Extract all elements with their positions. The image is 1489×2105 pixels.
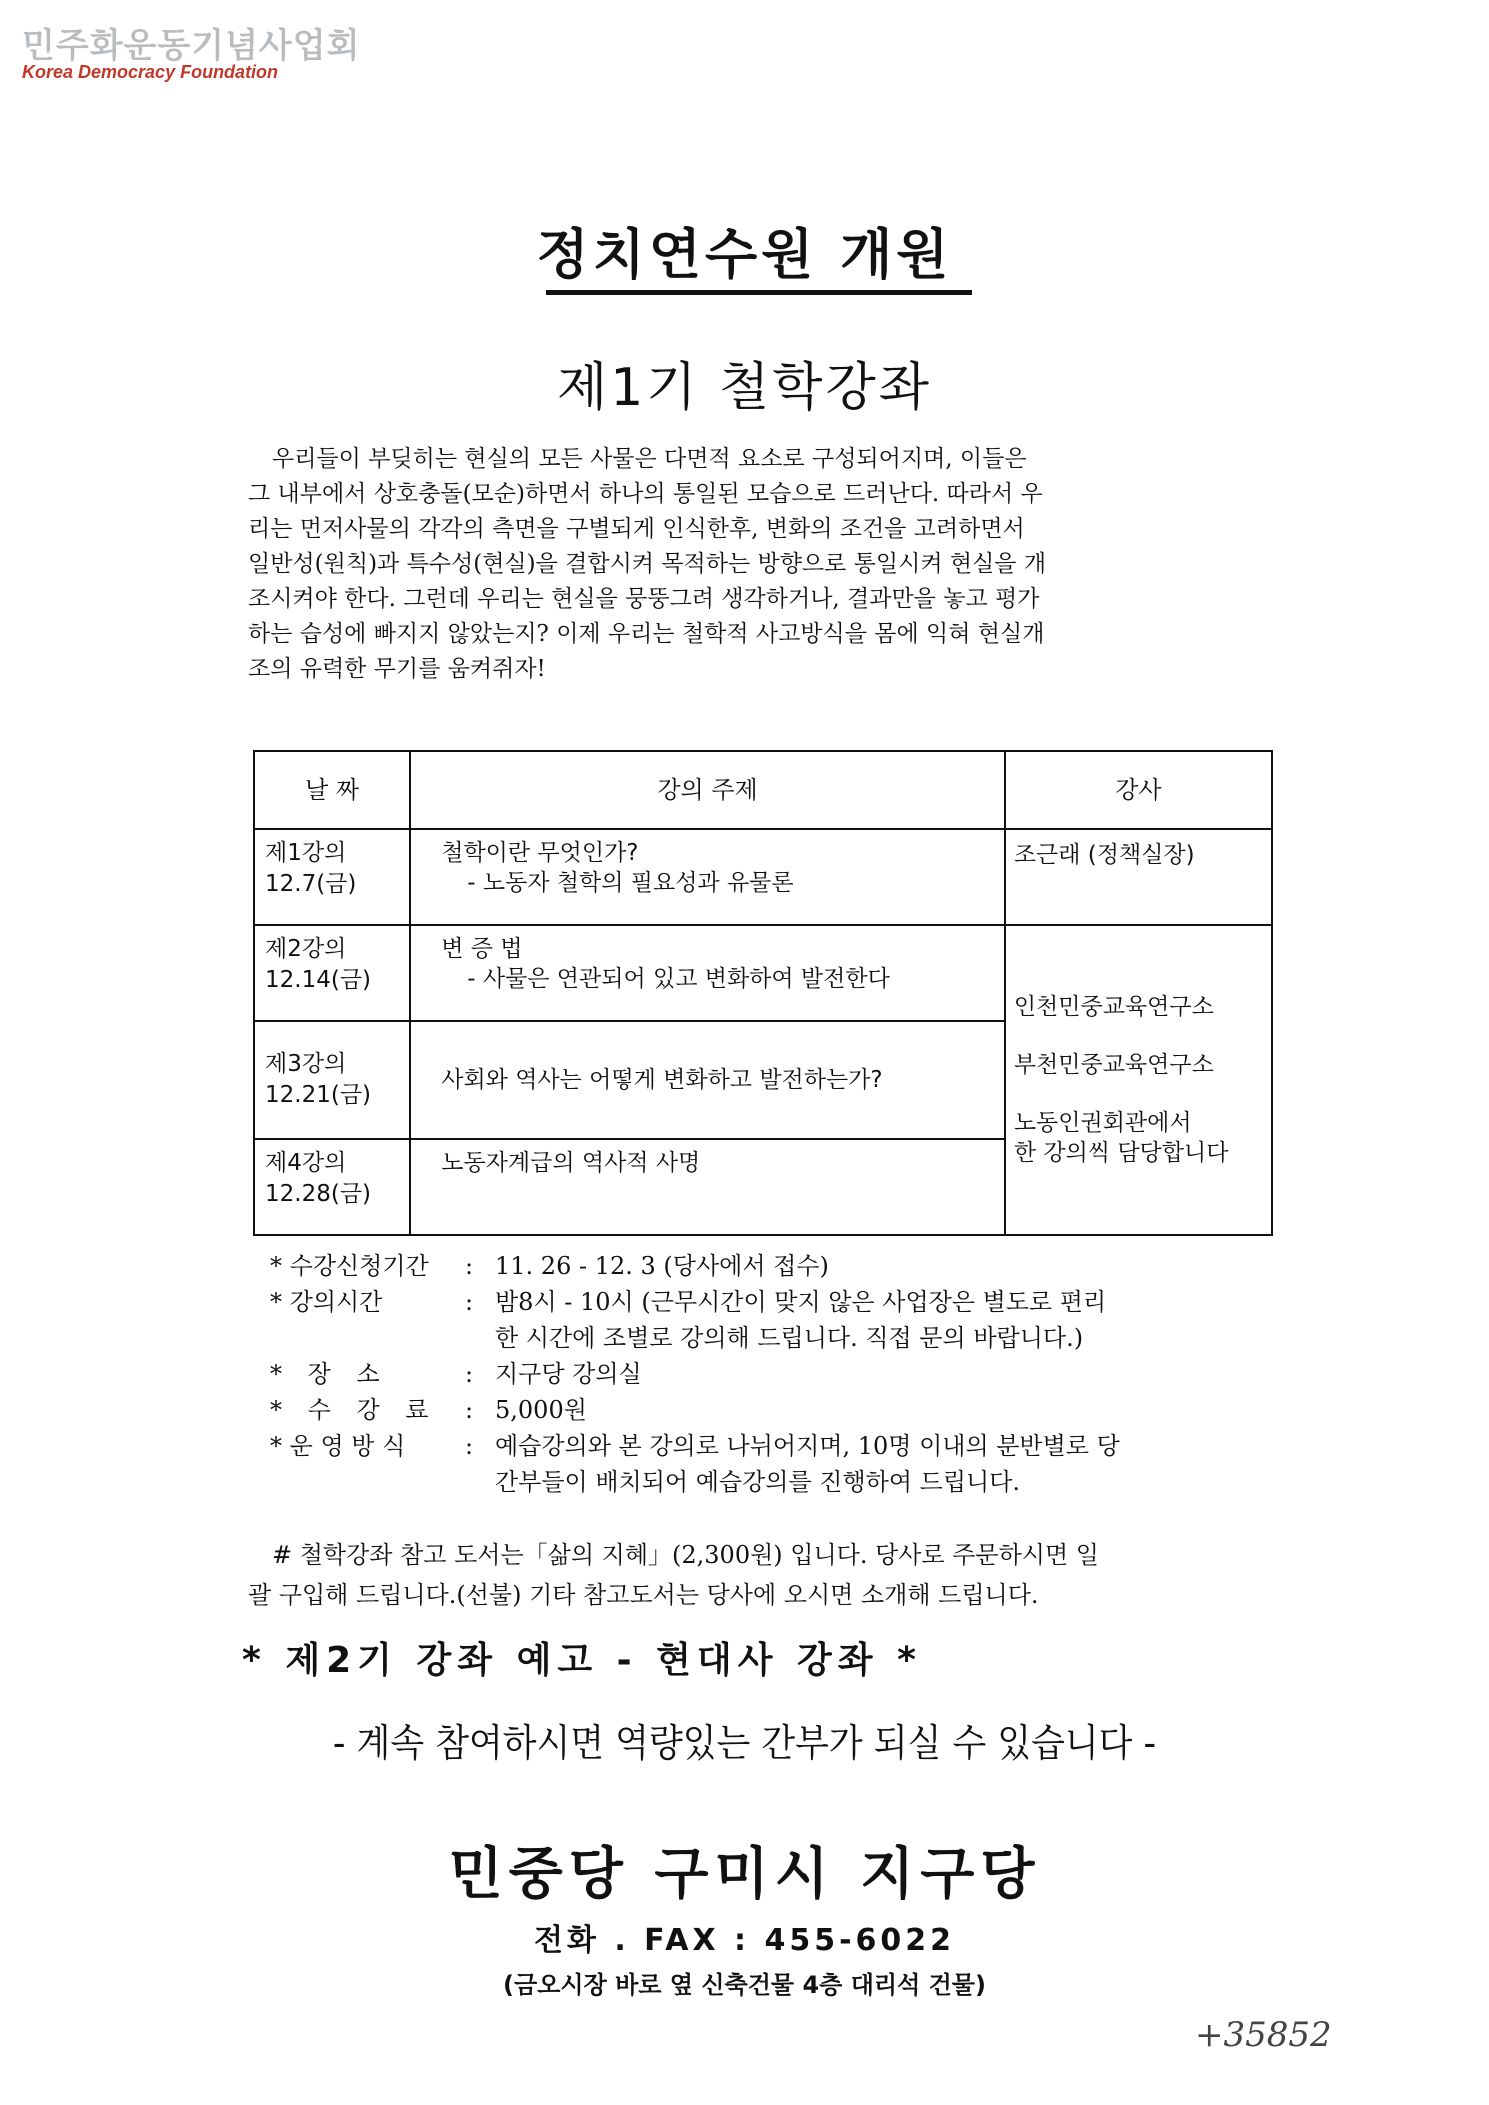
- lecture-topic: 사회와 역사는 어떻게 변화하고 발전하는가?: [441, 1067, 883, 1093]
- info-label: * 운 영 방 식: [270, 1432, 406, 1460]
- table-row: [254, 829, 1272, 925]
- watermark-logo-korean: 민주화운동기념사업회: [22, 26, 361, 66]
- reference-book-note: [248, 1535, 1223, 1615]
- organizer-name: 민중당 구미시 지구당: [448, 1842, 1041, 1907]
- lecture-number: 제1강의: [265, 840, 347, 866]
- schedule-header-row: [254, 751, 1272, 829]
- lecture-subtopic: - 노동자 철학의 필요성과 유물론: [467, 870, 794, 896]
- note-line: 괄 구입해 드립니다.(선불) 기타 참고도서는 당사에 오시면 소개해 드립니다.: [248, 1581, 1039, 1609]
- shared-lecturers-cell: [1005, 925, 1272, 1235]
- lecture-number: 제2강의: [265, 936, 347, 962]
- header-topic: 강의 주제: [410, 751, 1005, 829]
- info-label: * 수강신청기간: [270, 1252, 429, 1280]
- lecture-topic-cell: [410, 1021, 1005, 1139]
- lecture-topic-cell: [410, 829, 1005, 925]
- watermark-logo-english: Korea Democracy Foundation: [22, 62, 279, 82]
- lecture-topic: 철학이란 무엇인가?: [441, 840, 639, 866]
- lecturer-cell: [1005, 829, 1272, 925]
- info-place: * 장 소 : 지구당 강의실: [270, 1356, 1120, 1392]
- page-title: 정치연수원 개원: [536, 223, 953, 286]
- lecture-date-cell: [254, 1021, 410, 1139]
- info-value: 5,000원: [495, 1396, 587, 1424]
- intro-line: 일반성(원칙)과 특수성(현실)을 결합시켜 목적하는 방향으로 통일시켜 현실을 개: [248, 551, 1047, 577]
- lecture-number: 제4강의: [265, 1150, 347, 1176]
- title-underline: [546, 290, 972, 295]
- info-value-continued: 한 시간에 조별로 강의해 드립니다. 직접 문의 바랍니다.): [495, 1324, 1084, 1352]
- course-info: [270, 1248, 1120, 1500]
- intro-line: 조시켜야 한다. 그런데 우리는 현실을 뭉뚱그려 생각하거나, 결과만을 놓고 평가: [248, 586, 1040, 612]
- intro-paragraph: [248, 442, 1223, 687]
- lecture-number: 제3강의: [265, 1051, 347, 1077]
- info-time: * 강의시간 : 밤8시 - 10시 (근무시간이 맞지 않은 사업장은 별도로 편리: [270, 1284, 1120, 1320]
- intro-line: 그 내부에서 상호충돌(모순)하면서 하나의 통일된 모습으로 드러난다. 따라서 우: [248, 481, 1043, 507]
- header-date: 날 짜: [254, 751, 410, 829]
- info-value: 밤8시 - 10시 (근무시간이 맞지 않은 사업장은 별도로 편리: [495, 1288, 1107, 1316]
- lecture-date: 12.28(금): [265, 1181, 372, 1207]
- lecture-date: 12.21(금): [265, 1082, 372, 1108]
- page-subtitle: 제1기 철학강좌: [556, 358, 932, 418]
- info-label: * 강의시간: [270, 1288, 383, 1316]
- info-value: 지구당 강의실: [495, 1360, 642, 1388]
- intro-line: 리는 먼저사물의 각각의 측면을 구별되게 인식한후, 변화의 조건을 고려하면서: [248, 516, 1025, 542]
- schedule-table: [253, 750, 1273, 1236]
- note-line: # 철학강좌 참고 도서는「삶의 지혜」(2,300원) 입니다. 당사로 주문하시면 일: [272, 1541, 1099, 1569]
- archive-number: +35852: [1195, 2015, 1332, 2055]
- lecturer-org: 노동인권회관에서: [1013, 1110, 1192, 1136]
- intro-line: 하는 습성에 빠지지 않았는지? 이제 우리는 철학적 사고방식을 몸에 익혀 현실개: [248, 621, 1045, 647]
- lecture-topic-cell: [410, 925, 1005, 1021]
- lecturer-name: 조근래 (정책실장): [1013, 842, 1195, 868]
- info-value: 예습강의와 본 강의로 나뉘어지며, 10명 이내의 분반별로 당: [495, 1432, 1120, 1460]
- lecture-date-cell: [254, 925, 410, 1021]
- next-course-preview: * 제2기 강좌 예고 - 현대사 강좌 *: [242, 1640, 922, 1681]
- lecture-date: 12.7(금): [265, 871, 357, 897]
- info-method: * 운 영 방 식 : 예습강의와 본 강의로 나뉘어지며, 10명 이내의 분반별로 당: [270, 1428, 1120, 1464]
- lecture-topic-cell: [410, 1139, 1005, 1235]
- lecture-subtopic: - 사물은 연관되어 있고 변화하여 발전한다: [467, 966, 890, 992]
- info-value-continued: 간부들이 배치되어 예습강의를 진행하여 드립니다.: [495, 1468, 1021, 1496]
- intro-line: 우리들이 부딪히는 현실의 모든 사물은 다면적 요소로 구성되어지며, 이들은: [272, 446, 1027, 472]
- lecturer-org: 인천민중교육연구소: [1013, 994, 1214, 1020]
- lecture-date: 12.14(금): [265, 967, 372, 993]
- header-lecturer: 강사: [1005, 751, 1272, 829]
- info-fee: * 수 강 료 : 5,000원: [270, 1392, 1120, 1428]
- lecture-topic: 노동자계급의 역사적 사명: [441, 1150, 701, 1176]
- info-label: * 수 강 료: [270, 1396, 438, 1424]
- info-value: 11. 26 - 12. 3 (당사에서 접수): [495, 1252, 829, 1280]
- info-label: * 장 소: [270, 1360, 389, 1388]
- intro-line: 조의 유력한 무기를 움켜쥐자!: [248, 656, 546, 682]
- info-registration: * 수강신청기간 : 11. 26 - 12. 3 (당사에서 접수): [270, 1248, 1120, 1284]
- contact-phone-fax: 전화 . FAX : 455-6022: [533, 1923, 956, 1958]
- table-row: [254, 925, 1272, 1021]
- lecturer-note: 한 강의씩 담당합니다: [1013, 1140, 1229, 1166]
- lecture-topic: 변 증 법: [441, 936, 523, 962]
- slogan: - 계속 참여하시면 역량있는 간부가 되실 수 있습니다 -: [332, 1721, 1157, 1765]
- lecture-date-cell: [254, 829, 410, 925]
- organizer-address: (금오시장 바로 옆 신축건물 4층 대리석 건물): [503, 1971, 986, 1999]
- lecture-date-cell: [254, 1139, 410, 1235]
- lecturer-org: 부천민중교육연구소: [1013, 1052, 1214, 1078]
